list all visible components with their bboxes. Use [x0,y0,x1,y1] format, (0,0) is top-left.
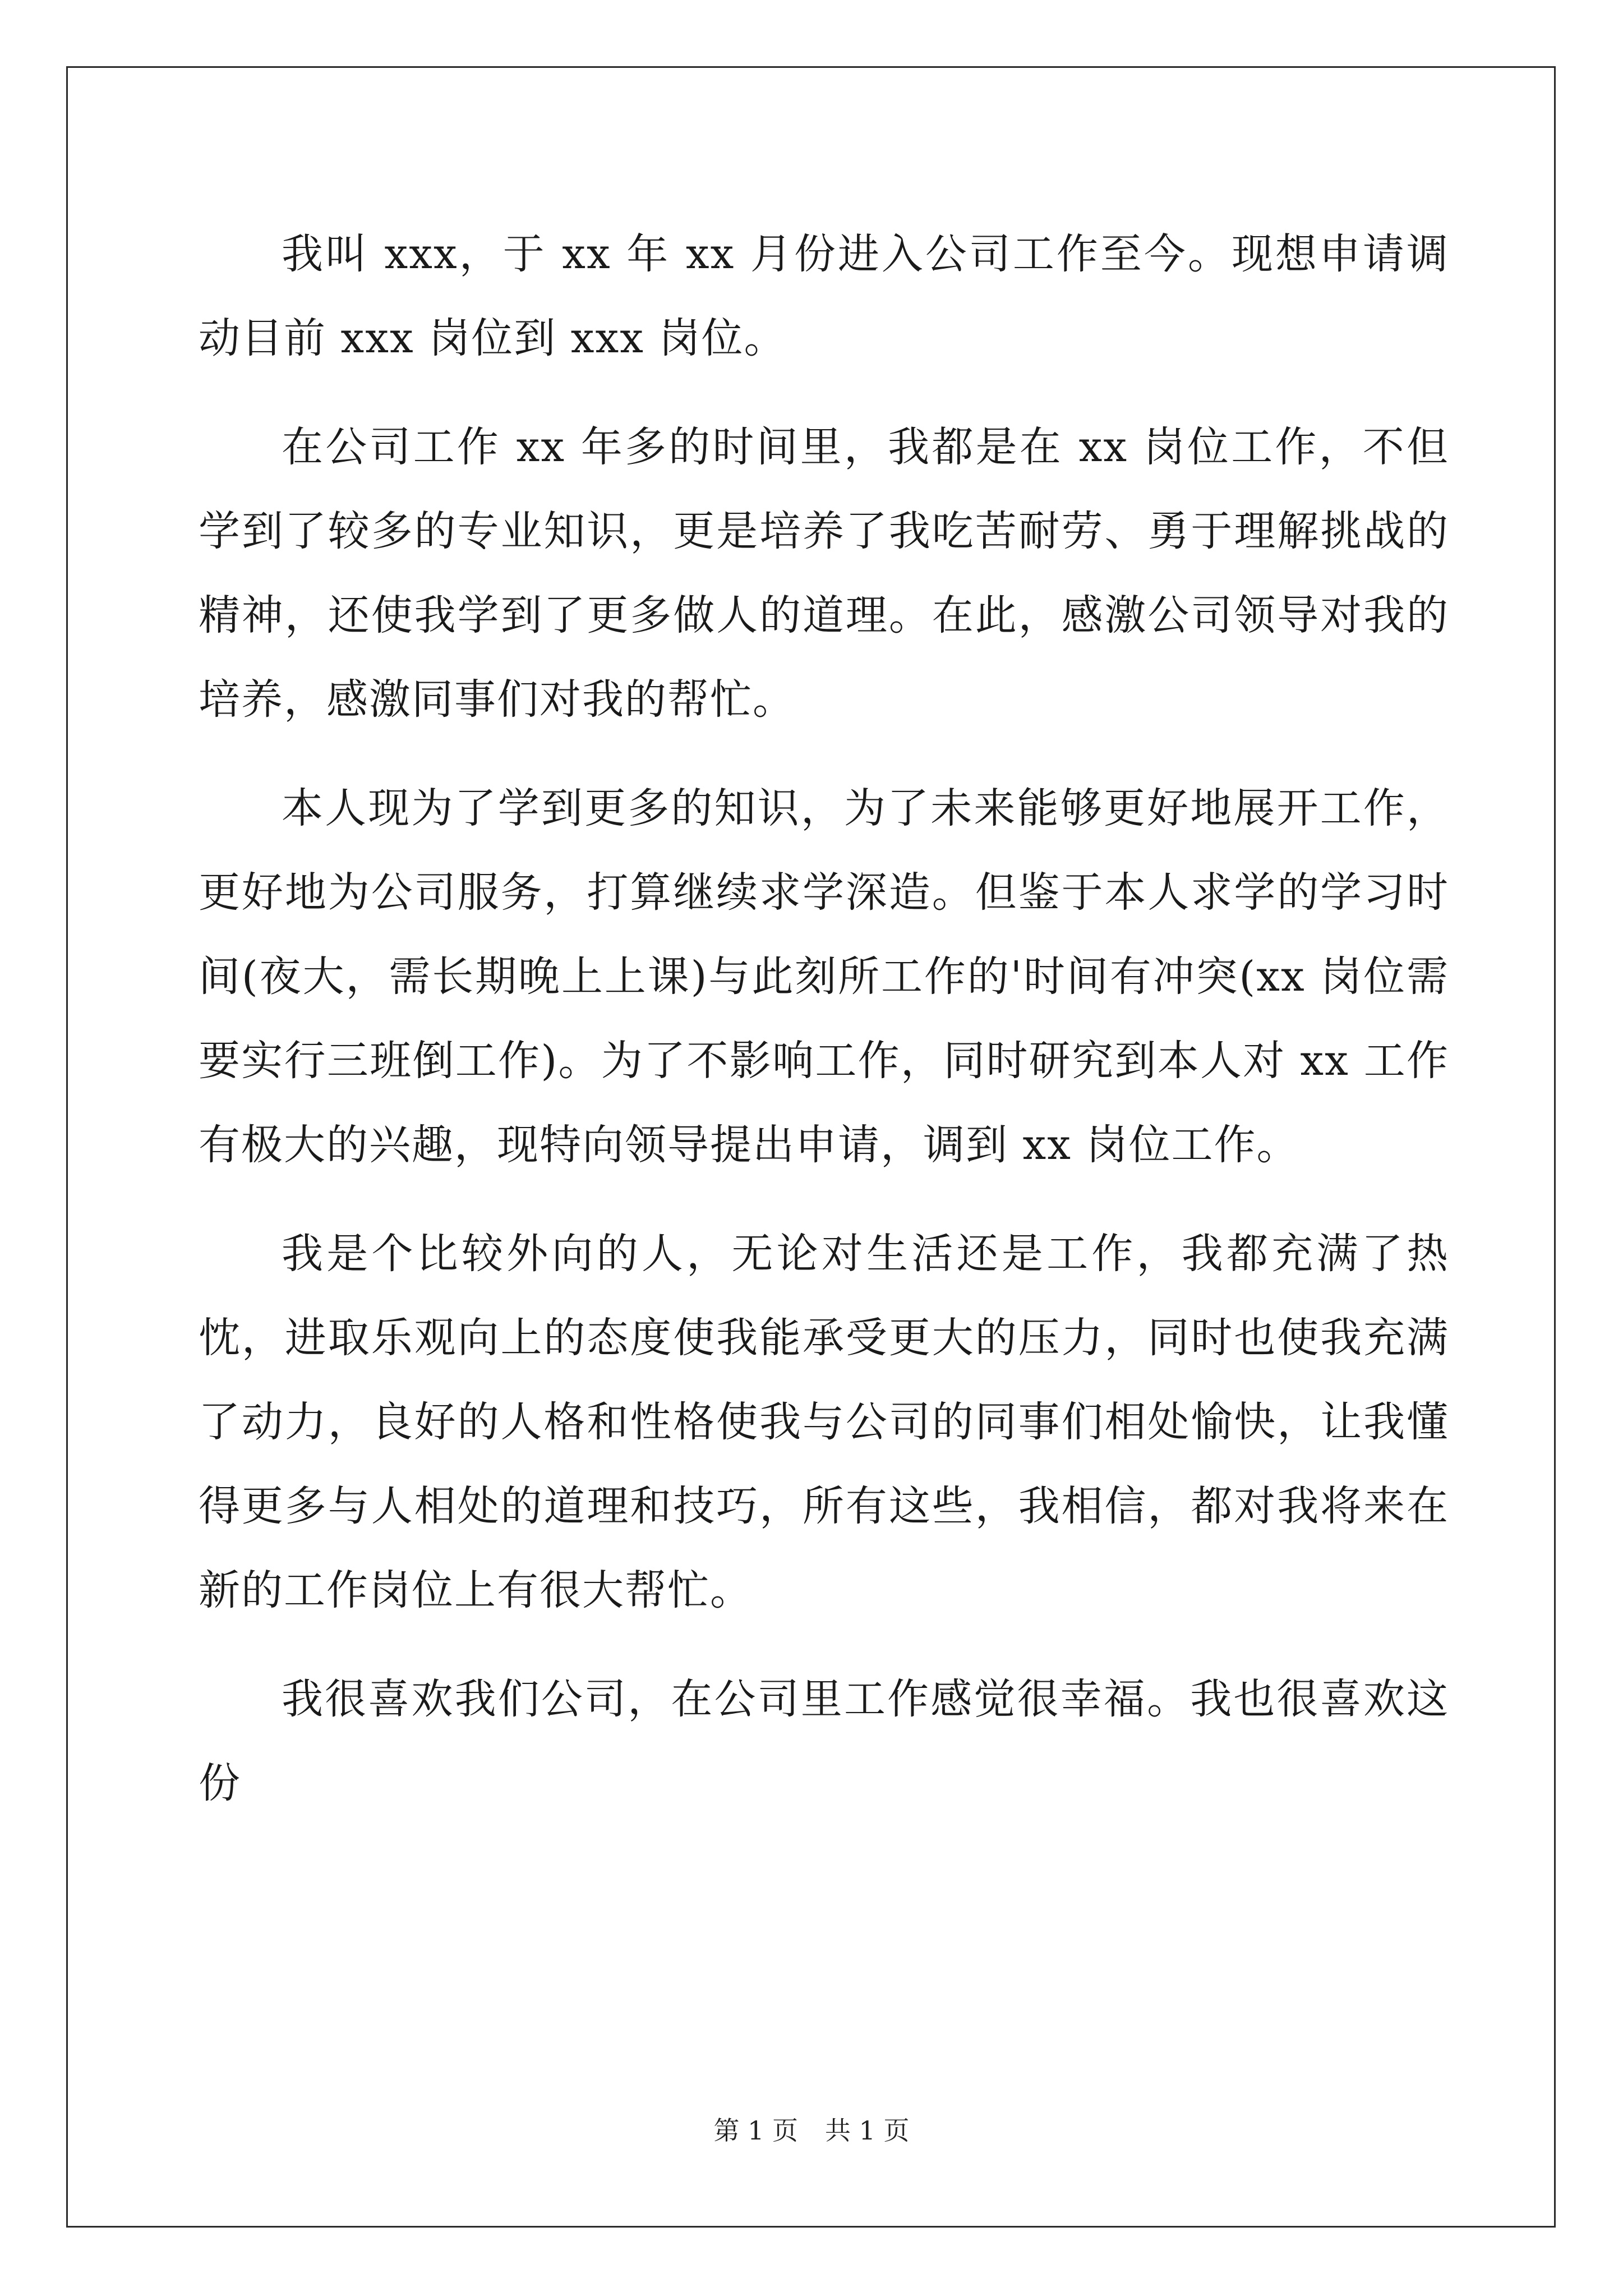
page-footer [0,2114,1623,2147]
paragraph-4: 我是个比较外向的人，无论对生活还是工作，我都充满了热忱，进取乐观向上的态度使我能承受更大的压力，同时也使我充满了动力，良好的人格和性格使我与公司的同事们相处愉快，让我懂得更多与人相处的道理和技巧，所有这些，我相信，都对我将来在新的工作岗位上有很大帮忙。 [199,1230,1449,1614]
paragraph-5: 我很喜欢我们公司，在公司里工作感觉很幸福。我也很喜欢这份 [199,1675,1449,1807]
document-body [199,212,1449,1850]
page-number-current: 第 1 页 [713,2115,798,2146]
paragraph-1: 我叫 xxx，于 xx 年 xx 月份进入公司工作至今。现想申请调动目前 xxx 岗位到 xxx 岗位。 [199,230,1449,362]
paragraph-2: 在公司工作 xx 年多的时间里，我都是在 xx 岗位工作，不但学到了较多的专业知识，更是培养了我吃苦耐劳、勇于理解挑战的精神，还使我学到了更多做人的道理。在此，感激公司领导对我的培养，感激同事们对我的帮忙。 [199,423,1449,724]
paragraph-3: 本人现为了学到更多的知识，为了未来能够更好地展开工作，更好地为公司服务，打算继续求学深造。但鉴于本人求学的学习时间(夜大，需长期晚上上课)与此刻所工作的'时间有冲突(xx 岗位需要实行三班倒工作)。为了不影响工作，同时研究到本人对 xx 工作有极大的兴趣，现特向领导提出申请，调到 xx 岗位工作。 [199,784,1449,1169]
page-number-total: 共 1 页 [825,2115,910,2146]
